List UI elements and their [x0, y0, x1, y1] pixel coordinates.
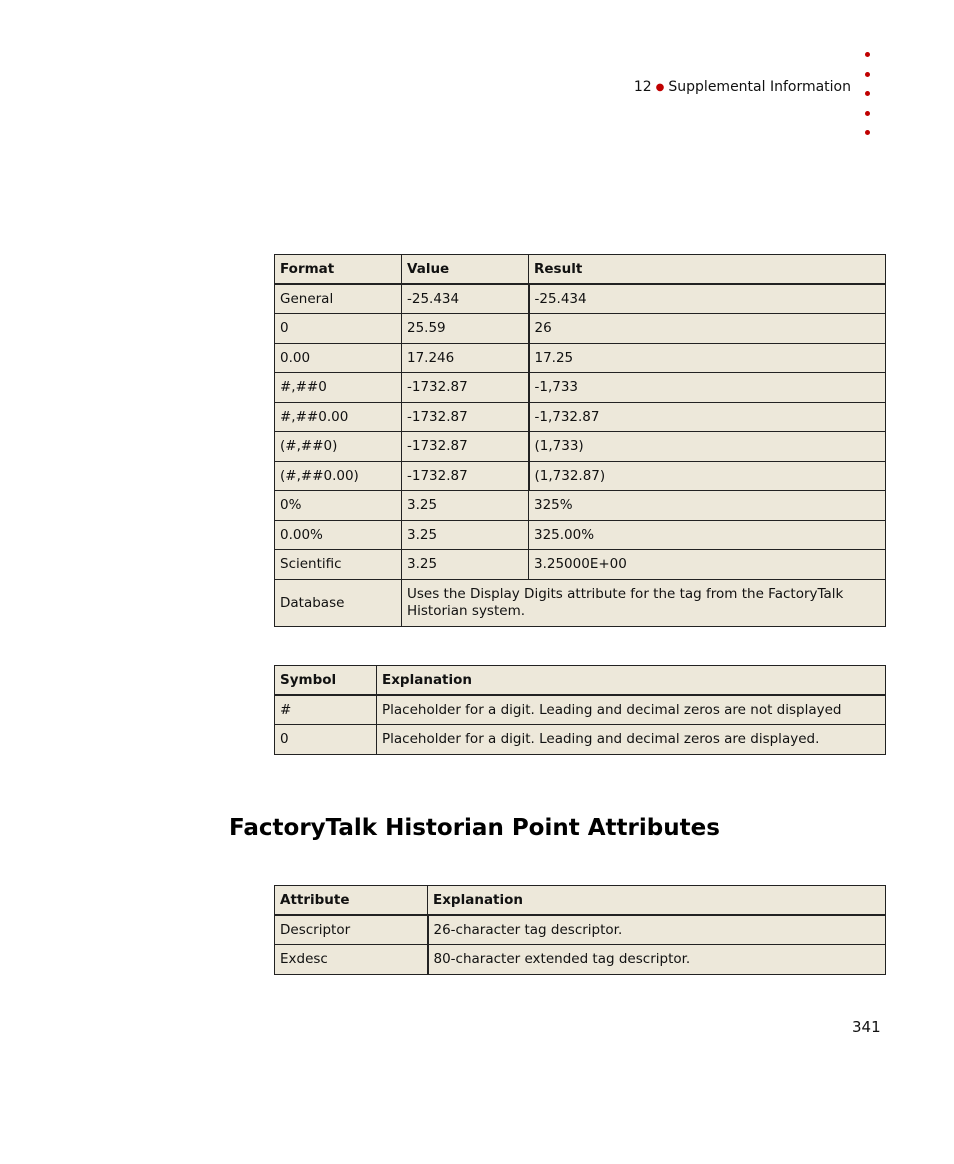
format-cell: 0.00 — [275, 343, 402, 373]
symbol-cell: # — [275, 695, 377, 725]
symbol-cell: 0 — [275, 725, 377, 755]
result-cell: 26 — [529, 314, 886, 344]
database-explanation-cell: Uses the Display Digits attribute for the tag from the FactoryTalk Historian system. — [402, 579, 886, 626]
running-header — [634, 79, 851, 95]
table-row — [275, 915, 886, 945]
value-cell: 17.246 — [402, 343, 529, 373]
column-header: Symbol — [275, 666, 377, 696]
result-cell: 17.25 — [529, 343, 886, 373]
page-number: 341 — [852, 1018, 881, 1036]
table-row — [275, 432, 886, 462]
table-header-row — [275, 666, 886, 696]
explanation-cell: Placeholder for a digit. Leading and decimal zeros are not displayed — [377, 695, 886, 725]
column-header: Result — [529, 255, 886, 285]
table-row — [275, 550, 886, 580]
column-header: Explanation — [428, 886, 886, 916]
bullet-icon: ● — [655, 82, 665, 93]
table-row — [275, 343, 886, 373]
explanation-cell: 80-character extended tag descriptor. — [428, 945, 886, 975]
format-cell: 0 — [275, 314, 402, 344]
value-cell: -1732.87 — [402, 373, 529, 403]
column-header: Attribute — [275, 886, 428, 916]
chapter-number: 12 — [633, 79, 652, 95]
column-header: Format — [275, 255, 402, 285]
result-cell: (1,732.87) — [529, 461, 886, 491]
explanation-cell: 26-character tag descriptor. — [428, 915, 886, 945]
table-row — [275, 725, 886, 755]
result-cell: -1,732.87 — [529, 402, 886, 432]
result-cell: -25.434 — [529, 284, 886, 314]
result-cell: 325.00% — [529, 520, 886, 550]
explanation-cell: Placeholder for a digit. Leading and decimal zeros are displayed. — [377, 725, 886, 755]
format-cell: #,##0 — [275, 373, 402, 403]
value-cell: -1732.87 — [402, 402, 529, 432]
attribute-cell: Descriptor — [275, 915, 428, 945]
result-cell: -1,733 — [529, 373, 886, 403]
table-row — [275, 945, 886, 975]
table-header-row — [275, 255, 886, 285]
table-header-row — [275, 886, 886, 916]
format-cell: #,##0.00 — [275, 402, 402, 432]
decorative-dots-icon — [865, 52, 873, 150]
table-row — [275, 520, 886, 550]
format-cell: 0.00% — [275, 520, 402, 550]
value-cell: 25.59 — [402, 314, 529, 344]
table-row — [275, 314, 886, 344]
format-cell: (#,##0) — [275, 432, 402, 462]
column-header: Explanation — [377, 666, 886, 696]
value-cell: -1732.87 — [402, 432, 529, 462]
result-cell: (1,733) — [529, 432, 886, 462]
value-cell: -25.434 — [402, 284, 529, 314]
format-cell: (#,##0.00) — [275, 461, 402, 491]
table-row — [275, 284, 886, 314]
table-row — [275, 402, 886, 432]
column-header: Value — [402, 255, 529, 285]
format-cell: 0% — [275, 491, 402, 521]
table-row — [275, 461, 886, 491]
format-cell: General — [275, 284, 402, 314]
result-cell: 3.25000E+00 — [529, 550, 886, 580]
table-row — [275, 491, 886, 521]
value-cell: 3.25 — [402, 520, 529, 550]
section-heading: FactoryTalk Historian Point Attributes — [229, 815, 720, 841]
value-cell: -1732.87 — [402, 461, 529, 491]
attribute-table — [274, 885, 886, 975]
table-row — [275, 373, 886, 403]
format-cell: Scientific — [275, 550, 402, 580]
value-cell: 3.25 — [402, 550, 529, 580]
table-row — [275, 579, 886, 626]
chapter-title: Supplemental Information — [668, 79, 851, 95]
table-row — [275, 695, 886, 725]
symbol-table — [274, 665, 886, 755]
format-table — [274, 254, 886, 627]
value-cell: 3.25 — [402, 491, 529, 521]
format-cell: Database — [275, 579, 402, 626]
result-cell: 325% — [529, 491, 886, 521]
attribute-cell: Exdesc — [275, 945, 428, 975]
